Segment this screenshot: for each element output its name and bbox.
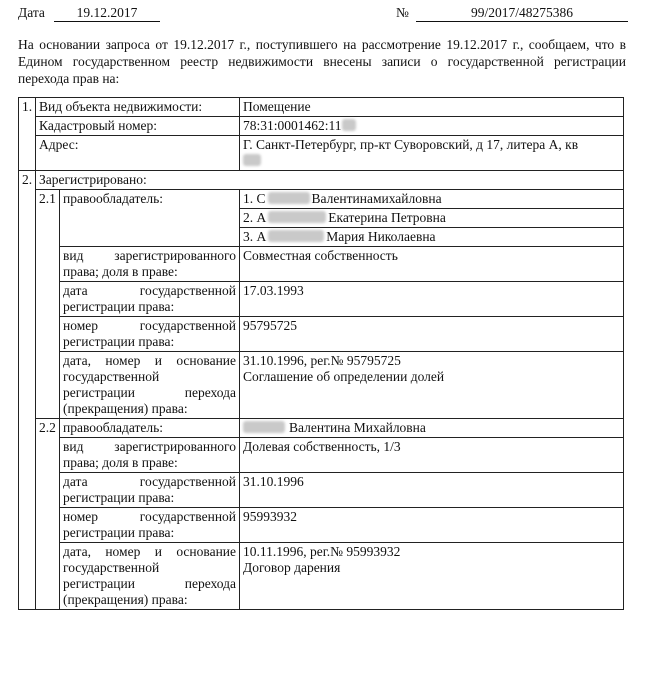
- section-number: 2.: [19, 171, 36, 610]
- row-value: 31.10.1996, рег.№ 95795725 Соглашение об определении долей: [240, 352, 624, 419]
- row-value: 31.10.1996: [240, 473, 624, 508]
- subsection-number: 2.1: [36, 190, 60, 419]
- row-label: дата государственной регистрации права:: [60, 282, 240, 317]
- rights-table: [18, 97, 624, 610]
- table-row: [19, 508, 624, 543]
- redaction: [268, 211, 326, 223]
- section-number: 1.: [19, 98, 36, 171]
- table-row: [19, 190, 624, 209]
- row-label: номер государственной регистрации права:: [60, 508, 240, 543]
- row-label: дата, номер и основание государственной регистрации перехода (прекращения) права:: [60, 352, 240, 419]
- table-row: [19, 473, 624, 508]
- date-label: Дата: [18, 5, 45, 20]
- row-value: 17.03.1993: [240, 282, 624, 317]
- table-row: [19, 98, 624, 117]
- redaction: [243, 421, 285, 433]
- section-title: Зарегистрировано:: [36, 171, 624, 190]
- holder-label: правообладатель:: [60, 190, 240, 247]
- redaction: [268, 230, 324, 242]
- row-value: 95993932: [240, 508, 624, 543]
- row-label: Адрес:: [36, 136, 240, 171]
- row-value: 95795725: [240, 317, 624, 352]
- row-label: дата, номер и основание государственной регистрации перехода (прекращения) права:: [60, 543, 240, 610]
- row-value: Долевая собственность, 1/3: [240, 438, 624, 473]
- row-label: Кадастровый номер:: [36, 117, 240, 136]
- table-row: [19, 317, 624, 352]
- table-row: [19, 136, 624, 171]
- row-value: 10.11.1996, рег.№ 95993932 Договор дарения: [240, 543, 624, 610]
- holder-3: 3. А Мария Николаевна: [240, 228, 624, 247]
- row-value: Помещение: [240, 98, 624, 117]
- holder-label: правообладатель:: [60, 419, 240, 438]
- redaction: [268, 192, 310, 204]
- row-value: Совместная собственность: [240, 247, 624, 282]
- table-row: [19, 419, 624, 438]
- table-row: [19, 438, 624, 473]
- redaction: [243, 154, 261, 166]
- document-header: [18, 2, 628, 24]
- date-value: 19.12.2017: [54, 5, 160, 22]
- table-row: [19, 117, 624, 136]
- row-label: вид зарегистрированного права; доля в праве:: [60, 438, 240, 473]
- table-row: [19, 247, 624, 282]
- subsection-number: 2.2: [36, 419, 60, 610]
- number-value: 99/2017/48275386: [416, 5, 628, 22]
- cadastral-number: 78:31:0001462:11: [240, 117, 624, 136]
- holder-1: 1. С Валентинамихайловна: [240, 190, 624, 209]
- table-row: [19, 171, 624, 190]
- intro-paragraph: На основании запроса от 19.12.2017 г., поступившего на рассмотрение 19.12.2017 г., сообщаем, что в Едином государственном реестр недвижимости внесены записи о государственной регистрации перехода прав на:: [18, 37, 626, 86]
- holder-2: 2. А Екатерина Петровна: [240, 209, 624, 228]
- row-label: номер государственной регистрации права:: [60, 317, 240, 352]
- table-row: [19, 282, 624, 317]
- redaction: [342, 119, 356, 131]
- holder-1: Валентина Михайловна: [240, 419, 624, 438]
- number-label: №: [396, 5, 409, 20]
- row-label: Вид объекта недвижимости:: [36, 98, 240, 117]
- address-value: Г. Санкт-Петербург, пр-кт Суворовский, д 17, литера А, кв: [240, 136, 624, 171]
- row-label: вид зарегистрированного права; доля в праве:: [60, 247, 240, 282]
- row-label: дата государственной регистрации права:: [60, 473, 240, 508]
- table-row: [19, 543, 624, 610]
- table-row: [19, 352, 624, 419]
